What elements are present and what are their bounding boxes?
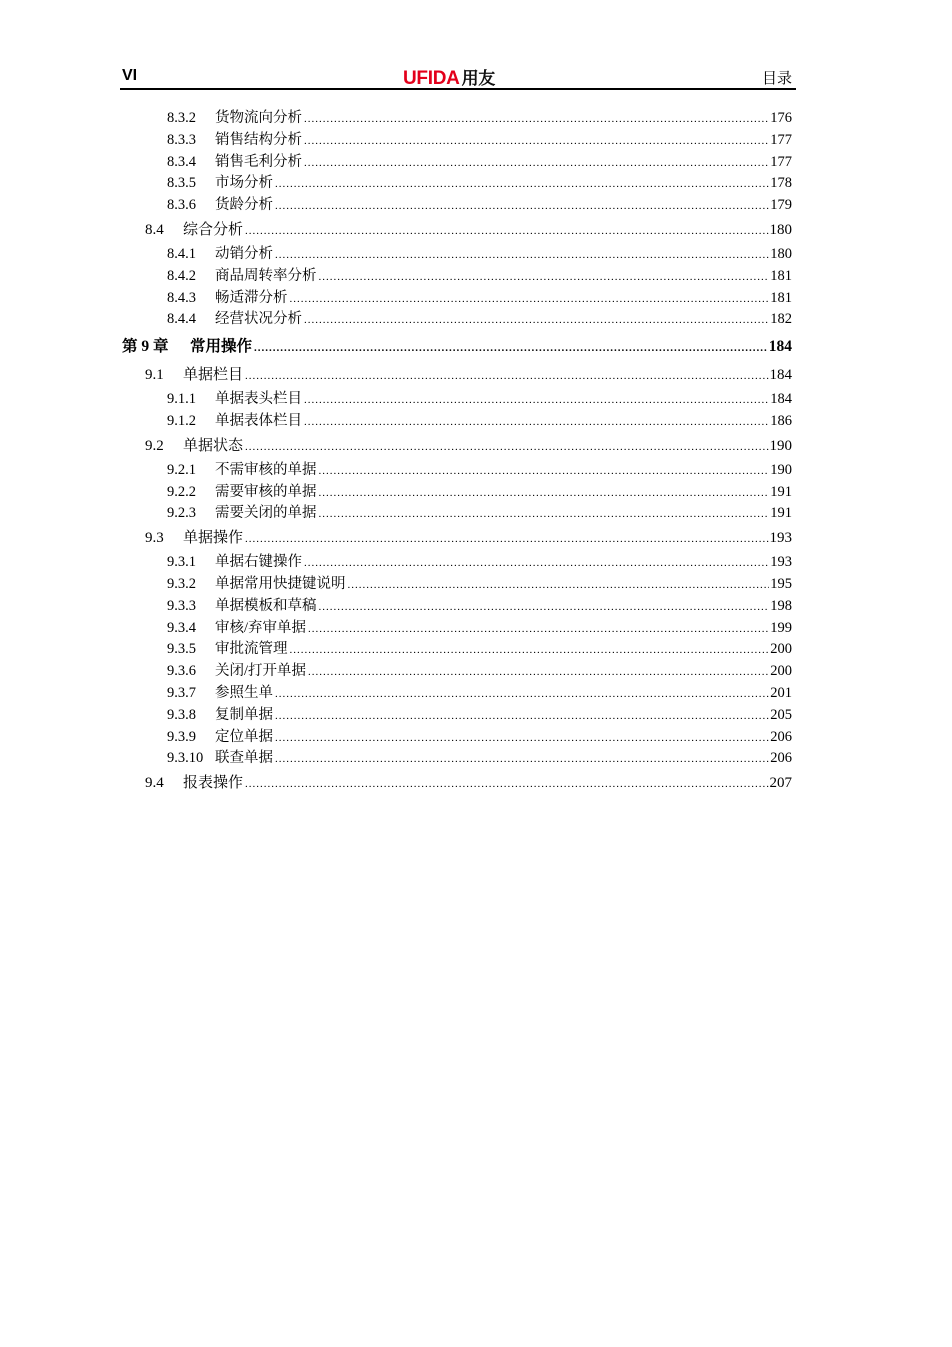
toc-entry-title: 报表操作 (183, 775, 244, 792)
toc-dot-leader (245, 435, 768, 459)
toc-dot-leader (290, 289, 770, 310)
toc-dot-leader (245, 219, 768, 243)
toc-subsection-entry[interactable] (120, 748, 792, 770)
toc-dot-leader (275, 245, 769, 266)
toc-subsection-entry[interactable] (120, 411, 792, 433)
toc-dot-leader (275, 749, 769, 770)
section-title: 目录 (761, 71, 792, 87)
toc-entry-title: 单据右键操作 (215, 554, 302, 571)
toc-entry-title: 复制单据 (215, 706, 273, 723)
toc-dot-leader (254, 335, 768, 362)
toc-entry-page: 186 (770, 412, 792, 429)
toc-entry-title: 常用操作 (190, 338, 253, 356)
toc-entry-number: 9.3.3 (167, 597, 196, 614)
toc-entry-page: 191 (770, 505, 792, 522)
toc-entry-number: 9.3.4 (167, 619, 196, 636)
toc-entry-number: 9.2.2 (167, 483, 196, 500)
toc-dot-leader (304, 390, 769, 411)
toc-dot-leader (304, 553, 769, 574)
toc-subsection-entry[interactable] (120, 460, 792, 482)
toc-entry-page: 198 (770, 597, 792, 614)
toc-entry-number: 9.3.6 (167, 663, 196, 680)
toc-entry-number: 8.3.5 (167, 175, 196, 192)
toc-entry-number: 8.3.4 (167, 153, 196, 170)
toc-dot-leader (275, 196, 769, 217)
toc-entry-number: 8.3.6 (167, 197, 196, 214)
toc-subsection-entry[interactable] (120, 266, 792, 288)
toc-entry-page: 201 (770, 684, 792, 701)
toc-dot-leader (319, 483, 770, 504)
toc-subsection-entry[interactable] (120, 288, 792, 310)
toc-entry-title: 审核/弃审单据 (215, 619, 307, 636)
toc-entry-number: 8.4.3 (167, 289, 196, 306)
toc-entry-title: 定位单据 (215, 728, 273, 745)
toc-subsection-entry[interactable] (120, 727, 792, 749)
toc-subsection-entry[interactable] (120, 482, 792, 504)
toc-entry-number: 8.4.2 (167, 267, 196, 284)
toc-entry-title: 市场分析 (215, 175, 273, 192)
toc-subsection-entry[interactable] (120, 173, 792, 195)
toc-dot-leader (275, 706, 769, 727)
toc-entry-title: 货龄分析 (215, 197, 273, 214)
toc-entry-page: 181 (770, 289, 792, 306)
toc-entry-title: 销售毛利分析 (215, 153, 302, 170)
toc-entry-number: 8.4.4 (167, 311, 196, 328)
toc-subsection-entry[interactable] (120, 108, 792, 130)
toc-entry-title: 销售结构分析 (215, 131, 302, 148)
toc-entry-number: 第 9 章 (122, 338, 169, 356)
toc-entry-title: 关闭/打开单据 (215, 663, 307, 680)
toc-entry-number: 9.4 (145, 775, 164, 792)
toc-dot-leader (304, 153, 769, 174)
toc-subsection-entry[interactable] (120, 244, 792, 266)
toc-dot-leader (348, 575, 770, 596)
toc-entry-title: 畅适滞分析 (215, 289, 288, 306)
toc-entry-title: 单据常用快捷键说明 (215, 575, 346, 592)
toc-entry-title: 单据栏目 (183, 367, 244, 384)
toc-entry-title: 需要关闭的单据 (215, 505, 317, 522)
toc-entry-number: 9.1 (145, 367, 164, 384)
toc-entry-title: 经营状况分析 (215, 311, 302, 328)
toc-entry-number: 9.3.7 (167, 684, 196, 701)
toc-subsection-entry[interactable] (120, 503, 792, 525)
toc-entry-page: 207 (769, 775, 792, 792)
toc-entry-title: 审批流管理 (215, 641, 288, 658)
toc-entry-number: 9.2 (145, 437, 164, 454)
toc-entry-page: 181 (770, 267, 792, 284)
toc-section-entry[interactable] (120, 218, 792, 243)
toc-entry-title: 单据状态 (183, 437, 244, 454)
logo-text-en: UFIDA (403, 68, 460, 89)
toc-entry-number: 9.1.1 (167, 391, 196, 408)
toc-dot-leader (319, 597, 770, 618)
toc-dot-leader (245, 772, 768, 796)
toc-entry-title: 动销分析 (215, 245, 273, 262)
toc-entry-number: 8.3.2 (167, 110, 196, 126)
toc-dot-leader (290, 640, 770, 661)
toc-dot-leader (308, 619, 769, 640)
toc-subsection-entry[interactable] (120, 552, 792, 574)
toc-entry-title: 联查单据 (215, 750, 273, 767)
toc-dot-leader (245, 527, 768, 551)
toc-subsection-entry[interactable] (120, 596, 792, 618)
table-of-contents (120, 108, 792, 797)
toc-entry-page: 177 (770, 153, 792, 170)
toc-dot-leader (304, 131, 769, 152)
toc-entry-number: 9.3.5 (167, 641, 196, 658)
toc-entry-page: 184 (769, 367, 792, 384)
toc-entry-page: 205 (770, 706, 792, 723)
toc-entry-title: 单据模板和草稿 (215, 597, 317, 614)
toc-subsection-entry[interactable] (120, 195, 792, 217)
toc-subsection-entry[interactable] (120, 309, 792, 331)
toc-entry-title: 货物流向分析 (215, 110, 302, 126)
toc-entry-page: 206 (770, 728, 792, 745)
toc-dot-leader (245, 364, 768, 388)
toc-chapter-entry[interactable] (120, 333, 792, 362)
page-number: VI (122, 67, 138, 84)
toc-dot-leader (304, 310, 769, 331)
toc-subsection-entry[interactable] (120, 618, 792, 640)
toc-entry-title: 商品周转率分析 (215, 267, 317, 284)
toc-dot-leader (319, 461, 770, 482)
toc-dot-leader (319, 267, 770, 288)
toc-entry-number: 9.3.1 (167, 554, 196, 571)
toc-entry-page: 179 (770, 197, 792, 214)
toc-subsection-entry[interactable] (120, 389, 792, 411)
toc-entry-number: 9.3 (145, 530, 164, 547)
toc-section-entry[interactable] (120, 771, 792, 796)
toc-entry-title: 单据操作 (183, 530, 244, 547)
header-rule (120, 88, 796, 90)
toc-dot-leader (275, 728, 769, 749)
toc-entry-page: 184 (770, 391, 792, 408)
toc-entry-page: 200 (770, 663, 792, 680)
toc-dot-leader (275, 174, 769, 195)
toc-entry-title: 单据表头栏目 (215, 391, 302, 408)
toc-entry-page: 193 (770, 554, 792, 571)
toc-section-entry[interactable] (120, 363, 792, 388)
toc-subsection-entry[interactable] (120, 661, 792, 683)
toc-entry-title: 综合分析 (183, 221, 244, 238)
toc-entry-page: 184 (768, 338, 792, 356)
toc-entry-number: 8.3.3 (167, 131, 196, 148)
toc-subsection-entry[interactable] (120, 683, 792, 705)
toc-section-entry[interactable] (120, 526, 792, 551)
toc-entry-page: 191 (770, 483, 792, 500)
toc-subsection-entry[interactable] (120, 705, 792, 727)
toc-entry-number: 9.3.2 (167, 575, 196, 592)
toc-entry-title: 需要审核的单据 (215, 483, 317, 500)
ufida-logo (403, 64, 495, 90)
toc-entry-page: 190 (770, 461, 792, 478)
toc-entry-page: 200 (770, 641, 792, 658)
toc-entry-number: 8.4 (145, 221, 164, 238)
toc-dot-leader (308, 662, 769, 683)
toc-entry-page: 195 (770, 575, 792, 592)
toc-entry-number: 8.4.1 (167, 245, 196, 262)
logo-text-cn: 用友 (461, 69, 495, 88)
toc-entry-page: 206 (770, 750, 792, 767)
toc-dot-leader (319, 504, 770, 525)
toc-entry-page: 182 (770, 311, 792, 328)
toc-entry-page: 177 (770, 131, 792, 148)
toc-entry-page: 180 (769, 221, 792, 238)
toc-entry-page: 178 (770, 175, 792, 192)
toc-entry-number: 9.3.10 (167, 750, 204, 767)
toc-entry-page: 180 (770, 245, 792, 262)
toc-subsection-entry[interactable] (120, 639, 792, 661)
toc-entry-number: 9.3.8 (167, 706, 196, 723)
toc-dot-leader (275, 684, 769, 705)
toc-entry-title: 不需审核的单据 (215, 461, 317, 478)
toc-entry-number: 9.3.9 (167, 728, 196, 745)
page-header (120, 62, 796, 90)
toc-entry-page: 190 (769, 437, 792, 454)
toc-section-entry[interactable] (120, 434, 792, 459)
toc-entry-page: 176 (770, 110, 792, 126)
toc-entry-title: 单据表体栏目 (215, 412, 302, 429)
toc-entry-title: 参照生单 (215, 684, 273, 701)
toc-subsection-entry[interactable] (120, 574, 792, 596)
toc-dot-leader (304, 109, 769, 130)
toc-entry-number: 9.1.2 (167, 412, 196, 429)
toc-subsection-entry[interactable] (120, 130, 792, 152)
toc-entry-page: 199 (770, 619, 792, 636)
toc-entry-number: 9.2.3 (167, 505, 196, 522)
toc-subsection-entry[interactable] (120, 152, 792, 174)
toc-entry-number: 9.2.1 (167, 461, 196, 478)
toc-entry-page: 193 (769, 530, 792, 547)
toc-dot-leader (304, 412, 769, 433)
